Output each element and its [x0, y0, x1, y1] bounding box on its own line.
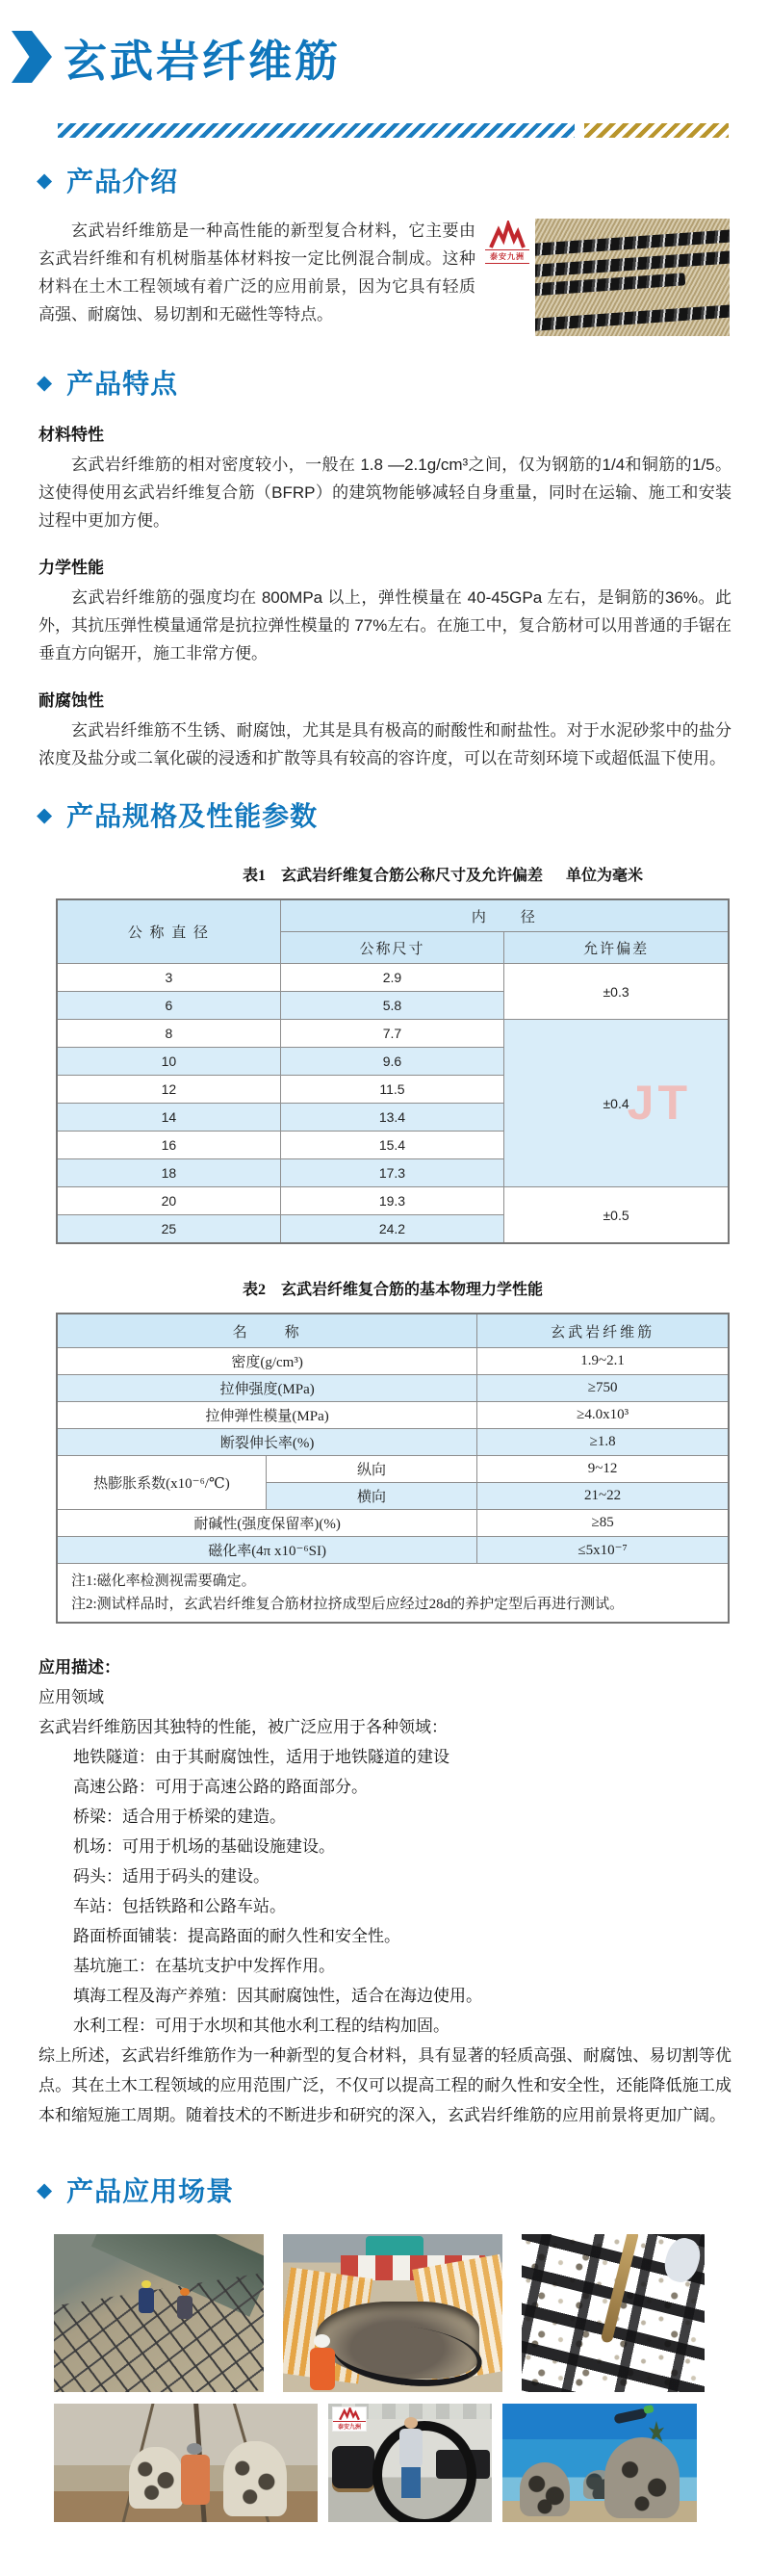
- cell-direction: 横向: [266, 1483, 476, 1510]
- table2-header-value: 玄武岩纤维筋: [477, 1314, 729, 1348]
- section-heading-scenes: [37, 2171, 770, 2209]
- logo-text: 泰安九洲: [485, 249, 529, 264]
- cell-diameter: 16: [57, 1132, 280, 1159]
- jt-watermark: JT: [627, 1075, 691, 1130]
- logo-text: 泰安九洲: [333, 2421, 366, 2431]
- table2-notes-row: [57, 1564, 729, 1624]
- table1-unit: 单位为毫米: [565, 868, 643, 884]
- table1-header-inner: 内 径: [280, 899, 729, 932]
- photo-reef-dome-lifting: [54, 2404, 318, 2522]
- reef-ball: [604, 2437, 680, 2518]
- intro-section: [38, 217, 732, 340]
- worker-figure: [399, 2429, 423, 2467]
- stripe-gap: [575, 123, 584, 138]
- cell-diameter: 14: [57, 1104, 280, 1132]
- table-row: [57, 1456, 729, 1483]
- diamond-icon: ◆: [37, 371, 54, 394]
- perforated-dome: [129, 2447, 183, 2509]
- table2-properties: [56, 1313, 730, 1624]
- table1-dimensions: [56, 898, 730, 1244]
- table-row: [57, 1375, 729, 1402]
- cell-size: 7.7: [280, 1020, 503, 1048]
- taian-jiuzhou-logo: [485, 219, 529, 264]
- stripe-gold: [584, 123, 729, 138]
- table1-caption: 表1 玄武岩纤维复合筋公称尺寸及允许偏差: [242, 868, 543, 884]
- cell-value: ≥1.8: [477, 1429, 729, 1456]
- cell-property: 拉伸强度(MPa): [57, 1375, 477, 1402]
- scene-photo-grid: [54, 2234, 770, 2522]
- page-title: 玄武岩纤维筋: [64, 36, 342, 86]
- table2-header-row: [57, 1314, 729, 1348]
- worker-figure: [139, 2288, 154, 2313]
- photo-row-1: [54, 2234, 770, 2392]
- cell-value: 9~12: [477, 1456, 729, 1483]
- coil-stack: [332, 2446, 374, 2488]
- list-item: 路面桥面铺装：提高路面的耐久性和安全性。: [73, 1927, 400, 1945]
- specs-heading-label: 产品规格及性能参数: [66, 801, 319, 831]
- cell-tolerance: ±0.3: [504, 964, 729, 1020]
- table1-caption-row: [56, 863, 730, 885]
- section-heading-specs: [37, 795, 770, 834]
- list-item: 机场：可用于机场的基础设施建设。: [73, 1837, 335, 1856]
- photo-rebar-mesh-installation: [54, 2234, 264, 2392]
- list-item: 水利工程：可用于水坝和其他水利工程的结构加固。: [73, 2017, 449, 2035]
- chevron-icon: [12, 31, 52, 83]
- diamond-icon: ◆: [37, 803, 54, 826]
- scenes-heading-label: 产品应用场景: [66, 2176, 235, 2206]
- table1-header-diameter: 公 称 直 径: [57, 899, 280, 964]
- table-row: [57, 1348, 729, 1375]
- cell-size: 5.8: [280, 992, 503, 1020]
- cell-property: 断裂伸长率(%): [57, 1429, 477, 1456]
- cell-diameter: 18: [57, 1159, 280, 1187]
- photo-excavation-site: [283, 2234, 502, 2392]
- mountain-logo-icon: [489, 221, 526, 249]
- tolerance-value: ±0.4: [603, 1095, 629, 1111]
- cell-direction: 纵向: [266, 1456, 476, 1483]
- photo-rebar-grid-closeup: [522, 2234, 705, 2392]
- photo-rebar-coil-warehouse: [328, 2404, 492, 2522]
- cell-size: 2.9: [280, 964, 503, 992]
- product-photo-rebar-bars: [535, 219, 730, 336]
- rebar-rod: [535, 273, 685, 296]
- table2-caption: 表2 玄武岩纤维复合筋的基本物理力学性能: [242, 1282, 543, 1298]
- cell-size: 19.3: [280, 1187, 503, 1215]
- intro-heading-label: 产品介绍: [66, 167, 179, 196]
- intro-media: [485, 219, 732, 336]
- bottom-whitespace: [0, 2522, 770, 2576]
- page-header: [12, 19, 770, 94]
- note-1: 注1:磁化率检测视需要确定。: [71, 1574, 256, 1589]
- table-row: [57, 1429, 729, 1456]
- cell-size: 11.5: [280, 1076, 503, 1104]
- list-item: 码头：适用于码头的建设。: [73, 1867, 270, 1886]
- cell-diameter: 12: [57, 1076, 280, 1104]
- table-row: [57, 1402, 729, 1429]
- table2-notes-cell: [57, 1564, 729, 1624]
- rebar-mesh: [54, 2268, 264, 2392]
- cell-value: ≥85: [477, 1510, 729, 1537]
- cell-diameter: 8: [57, 1020, 280, 1048]
- rebar-rod: [535, 303, 730, 331]
- table1-header-size: 公称尺寸: [280, 932, 503, 964]
- features-heading-label: 产品特点: [66, 369, 179, 399]
- application-conclusion: 综上所述，玄武岩纤维筋作为一种新型的复合材料，具有显著的轻质高强、耐腐蚀、易切割等优点。其在土木工程领域的应用范围广泛，不仅可以提高工程的耐久性和安全性，还能降低施工成本和缩短施工周期。随着技术的不断进步和研究的深入，玄武岩纤维筋的应用前景将更加广阔。: [38, 2046, 732, 2124]
- list-item: 高速公路：可用于高速公路的路面部分。: [73, 1778, 368, 1796]
- list-item: 地铁隧道：由于其耐腐蚀性，适用于地铁隧道的建设: [73, 1748, 449, 1766]
- cell-property: 磁化率(4π x10⁻⁶SI): [57, 1537, 477, 1564]
- cell-value: 21~22: [477, 1483, 729, 1510]
- list-item: 基坑施工：在基坑支护中发挥作用。: [73, 1957, 335, 1975]
- cell-diameter: 25: [57, 1215, 280, 1244]
- taian-jiuzhou-logo: [332, 2407, 367, 2432]
- worker-figure: [181, 2455, 210, 2505]
- cell-property: 耐碱性(强度保留率)(%): [57, 1510, 477, 1537]
- list-item: 填海工程及海产养殖：因其耐腐蚀性，适合在海边使用。: [73, 1987, 482, 2005]
- cell-tolerance: [504, 1020, 729, 1187]
- application-section: [38, 1652, 732, 2130]
- cell-value: 1.9~2.1: [477, 1348, 729, 1375]
- table1-header-tolerance: 允许偏差: [504, 932, 729, 964]
- cell-property: 拉伸弹性模量(MPa): [57, 1402, 477, 1429]
- section-heading-features: [37, 363, 770, 402]
- feature-text-material: 玄武岩纤维筋的相对密度较小，一般在 1.8 —2.1g/cm³之间，仅为钢筋的1/4和铜筋的1/5。这使得使用玄武岩纤维复合筋（BFRP）的建筑物能够减轻自身重量，同时在运输、施工和安装过程中更加方便。: [38, 455, 732, 530]
- feature-label-corrosion: 耐腐蚀性: [38, 691, 104, 710]
- cell-value: ≥750: [477, 1375, 729, 1402]
- cell-value: ≥4.0x10³: [477, 1402, 729, 1429]
- application-list: [38, 1742, 732, 2041]
- cell-property: 密度(g/cm³): [57, 1348, 477, 1375]
- cell-size: 17.3: [280, 1159, 503, 1187]
- reef-ball: [520, 2462, 570, 2516]
- cell-size: 15.4: [280, 1132, 503, 1159]
- cell-size: 13.4: [280, 1104, 503, 1132]
- cell-diameter: 6: [57, 992, 280, 1020]
- feature-label-mechanical: 力学性能: [38, 559, 104, 577]
- cell-diameter: 20: [57, 1187, 280, 1215]
- table-row: [57, 1537, 729, 1564]
- cell-value: ≤5x10⁻⁷: [477, 1537, 729, 1564]
- table-row: [57, 964, 729, 992]
- diver: [613, 2408, 647, 2425]
- cell-size: 24.2: [280, 1215, 503, 1244]
- table2-caption-row: [56, 1277, 730, 1299]
- cell-property-thermal: 热膨胀系数(x10⁻⁶/℃): [57, 1456, 266, 1510]
- worker-figure: [310, 2348, 335, 2390]
- feature-label-material: 材料特性: [38, 426, 104, 444]
- cell-diameter: 10: [57, 1048, 280, 1076]
- table-row: [57, 1510, 729, 1537]
- table-row: [57, 1187, 729, 1215]
- application-title: 应用描述：: [38, 1658, 120, 1677]
- list-item: 桥梁：适合用于桥梁的建造。: [73, 1808, 286, 1826]
- stripe-blue: [58, 123, 575, 138]
- feature-text-corrosion: 玄武岩纤维筋不生锈、耐腐蚀，尤其是具有极高的耐酸性和耐盐性。对于水泥砂浆中的盐分浓度及盐分或二氧化碳的浸透和扩散等具有较高的容许度，可以在苛刻环境下或超低温下使用。: [38, 721, 732, 768]
- cell-diameter: 3: [57, 964, 280, 992]
- photo-artificial-reef-underwater: [502, 2404, 697, 2522]
- diamond-icon: ◆: [37, 2178, 54, 2201]
- divider-stripes: [58, 123, 770, 138]
- cell-size: 9.6: [280, 1048, 503, 1076]
- feature-text-mechanical: 玄武岩纤维筋的强度均在 800MPa 以上，弹性模量在 40-45GPa 左右，是铜筋的36%。此外，其抗压弹性模量通常是抗拉弹性模量的 77%左右。在施工中，复合筋材可以用普通的手锯在垂直方向锯开，施工非常方便。: [38, 588, 732, 663]
- table2-header-name: 名 称: [57, 1314, 477, 1348]
- section-heading-intro: [37, 161, 770, 199]
- table-row: [57, 1020, 729, 1048]
- note-2: 注2:测试样品时，玄武岩纤维复合筋材拉挤成型后应经过28d的养护定型后再进行测试。: [71, 1597, 625, 1612]
- application-subtitle: 应用领域: [38, 1688, 104, 1706]
- rebar-coil-ring: [372, 2421, 476, 2522]
- mountain-logo-icon: [339, 2407, 360, 2421]
- list-item: 车站：包括铁路和公路车站。: [73, 1897, 286, 1915]
- cell-tolerance: ±0.5: [504, 1187, 729, 1244]
- intro-text: 玄武岩纤维筋是一种高性能的新型复合材料，它主要由玄武岩纤维和有机树脂基体材料按一定比例混合制成。这种材料在土木工程领域有着广泛的应用前景，因为它具有轻质高强、耐腐蚀、易切割和无磁性等特点。: [38, 221, 475, 324]
- diamond-icon: ◆: [37, 169, 54, 192]
- perforated-dome: [223, 2441, 287, 2516]
- table1-header-row: [57, 899, 729, 932]
- photo-row-2: [54, 2404, 770, 2522]
- worker-figure: [177, 2296, 192, 2319]
- application-lead: 玄武岩纤维筋因其独特的性能，被广泛应用于各种领域：: [38, 1718, 448, 1736]
